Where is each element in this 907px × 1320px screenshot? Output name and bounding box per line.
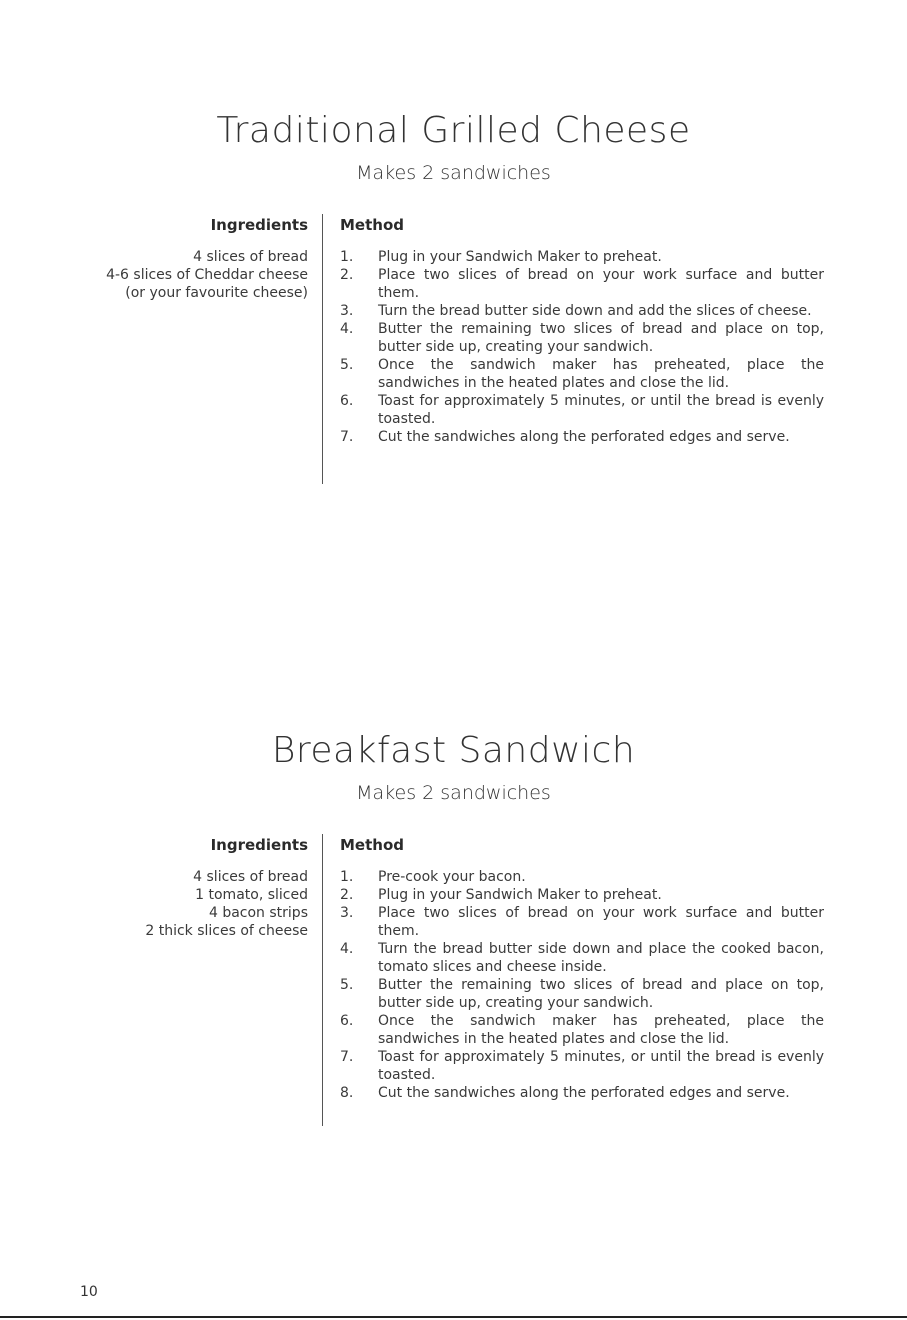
step-text: Place two slices of bread on your work surface and butter them. bbox=[378, 905, 824, 939]
method-step bbox=[340, 940, 824, 976]
ingredient-item: (or your favourite cheese) bbox=[125, 285, 308, 301]
recipe-title: Traditional Grilled Cheese bbox=[216, 110, 691, 151]
recipe-traditional-grilled-cheese bbox=[0, 108, 907, 445]
recipe-subtitle: Makes 2 sandwiches bbox=[356, 162, 551, 184]
step-text: Butter the remaining two slices of bread and place on top, butter side up, creating your sandwich. bbox=[378, 977, 824, 1011]
step-text: Place two slices of bread on your work surface and butter them. bbox=[378, 267, 824, 301]
step-number: 7. bbox=[340, 1049, 354, 1065]
ingredients-list bbox=[8, 868, 308, 940]
method-step bbox=[340, 1012, 824, 1048]
ingredients-list bbox=[8, 248, 308, 302]
step-number: 3. bbox=[340, 303, 354, 319]
step-number: 1. bbox=[340, 249, 354, 265]
method-heading: Method bbox=[340, 836, 404, 854]
step-text: Cut the sandwiches along the perforated edges and serve. bbox=[378, 429, 790, 445]
step-text: Toast for approximately 5 minutes, or until the bread is evenly toasted. bbox=[378, 393, 824, 427]
step-text: Turn the bread butter side down and place the cooked bacon, tomato slices and cheese inside. bbox=[378, 941, 824, 975]
ingredient-item: 4 bacon strips bbox=[208, 905, 308, 921]
method-step bbox=[340, 1084, 824, 1102]
method-step bbox=[340, 868, 824, 886]
step-text: Butter the remaining two slices of bread and place on top, butter side up, creating your sandwich. bbox=[378, 321, 824, 355]
method-step bbox=[340, 886, 824, 904]
method-heading: Method bbox=[340, 216, 404, 234]
step-number: 2. bbox=[340, 887, 354, 903]
step-text: Turn the bread butter side down and add the slices of cheese. bbox=[378, 303, 812, 319]
ingredient-item: 4-6 slices of Cheddar cheese bbox=[106, 267, 308, 283]
step-number: 3. bbox=[340, 905, 354, 921]
step-number: 8. bbox=[340, 1085, 354, 1101]
step-number: 6. bbox=[340, 393, 354, 409]
method-step bbox=[340, 392, 824, 428]
method-steps bbox=[340, 868, 824, 1102]
step-text: Pre-cook your bacon. bbox=[378, 869, 526, 885]
step-number: 2. bbox=[340, 267, 354, 283]
recipe-breakfast-sandwich bbox=[0, 728, 907, 1101]
method-step bbox=[340, 248, 824, 266]
method-column bbox=[340, 214, 824, 446]
column-divider bbox=[322, 214, 323, 484]
step-number: 6. bbox=[340, 1013, 354, 1029]
ingredients-column bbox=[8, 214, 308, 302]
step-number: 4. bbox=[340, 941, 354, 957]
ingredient-item: 1 tomato, sliced bbox=[195, 887, 308, 903]
step-text: Plug in your Sandwich Maker to preheat. bbox=[378, 249, 662, 265]
method-steps bbox=[340, 248, 824, 446]
column-divider bbox=[322, 834, 323, 1126]
step-text: Plug in your Sandwich Maker to preheat. bbox=[378, 887, 662, 903]
method-step bbox=[340, 428, 824, 446]
step-number: 5. bbox=[340, 357, 354, 373]
ingredient-item: 4 slices of bread bbox=[193, 869, 308, 885]
method-step bbox=[340, 976, 824, 1012]
method-step bbox=[340, 904, 824, 940]
step-number: 4. bbox=[340, 321, 354, 337]
method-step bbox=[340, 266, 824, 302]
ingredient-item: 2 thick slices of cheese bbox=[145, 923, 308, 939]
step-text: Toast for approximately 5 minutes, or until the bread is evenly toasted. bbox=[378, 1049, 824, 1083]
recipe-subtitle: Makes 2 sandwiches bbox=[356, 782, 551, 804]
recipe-title: Breakfast Sandwich bbox=[271, 730, 636, 771]
method-step bbox=[340, 320, 824, 356]
step-number: 5. bbox=[340, 977, 354, 993]
ingredient-item: 4 slices of bread bbox=[193, 249, 308, 265]
page-number: 10 bbox=[80, 1284, 98, 1300]
step-text: Once the sandwich maker has preheated, place the sandwiches in the heated plates and close the lid. bbox=[378, 357, 824, 391]
method-step bbox=[340, 356, 824, 392]
ingredients-heading: Ingredients bbox=[210, 216, 308, 234]
step-text: Cut the sandwiches along the perforated edges and serve. bbox=[378, 1085, 790, 1101]
step-text: Once the sandwich maker has preheated, place the sandwiches in the heated plates and close the lid. bbox=[378, 1013, 824, 1047]
method-step bbox=[340, 1048, 824, 1084]
ingredients-heading: Ingredients bbox=[210, 836, 308, 854]
method-column bbox=[340, 834, 824, 1102]
footer-rule bbox=[0, 1316, 907, 1318]
method-step bbox=[340, 302, 824, 320]
ingredients-column bbox=[8, 834, 308, 940]
step-number: 7. bbox=[340, 429, 354, 445]
step-number: 1. bbox=[340, 869, 354, 885]
